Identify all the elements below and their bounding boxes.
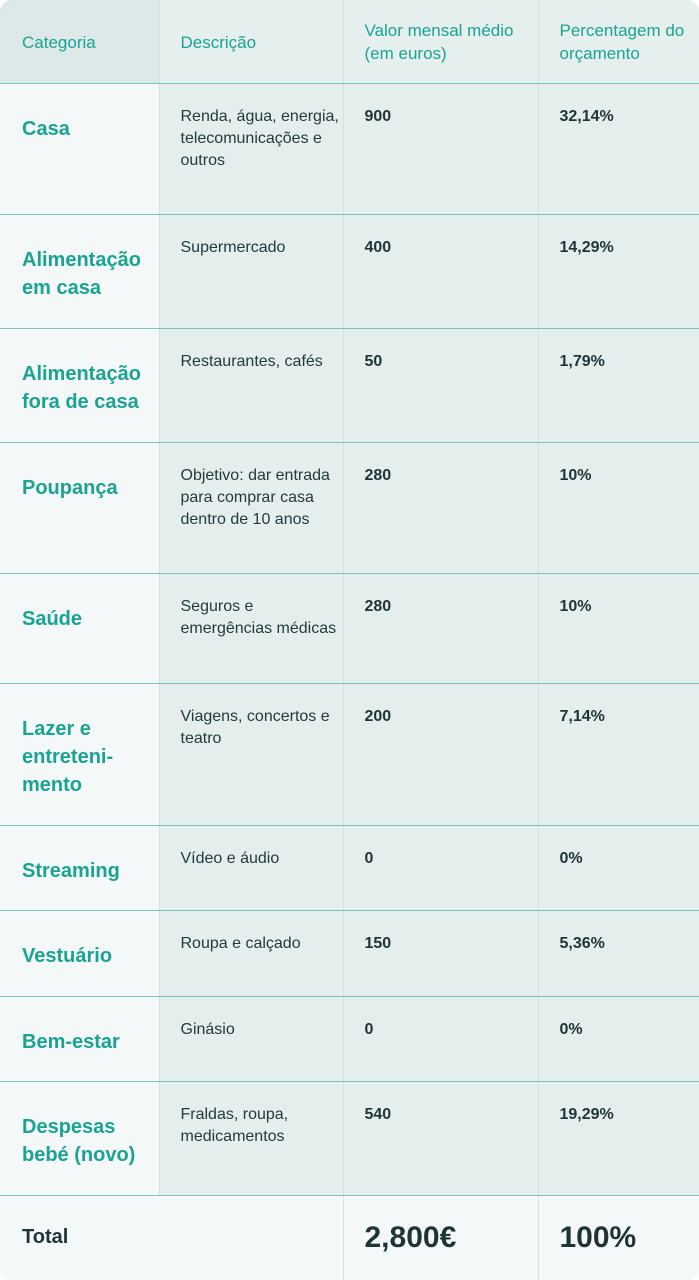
row-description: Seguros e emergências médicas: [159, 573, 343, 683]
row-value: 280: [343, 573, 538, 683]
row-category: Poupança: [0, 442, 159, 573]
header-percent: Percentagem do orçamento: [538, 0, 699, 83]
row-value: 540: [343, 1081, 538, 1195]
table-row: [0, 1081, 699, 1195]
table-header-row: [0, 0, 699, 83]
row-category: Casa: [0, 83, 159, 214]
row-percent: 1,79%: [538, 328, 699, 442]
row-percent: 14,29%: [538, 214, 699, 328]
table-row: [0, 328, 699, 442]
row-category: Vestuário: [0, 910, 159, 996]
row-description: Roupa e calçado: [159, 910, 343, 996]
table-row: [0, 996, 699, 1081]
total-percent: 100%: [538, 1195, 699, 1280]
row-description: Fraldas, roupa, medicamentos: [159, 1081, 343, 1195]
row-percent: 10%: [538, 442, 699, 573]
row-category: Saúde: [0, 573, 159, 683]
row-category: Bem-estar: [0, 996, 159, 1081]
row-value: 280: [343, 442, 538, 573]
table-row: [0, 83, 699, 214]
row-description: Supermercado: [159, 214, 343, 328]
row-value: 900: [343, 83, 538, 214]
row-description: Objetivo: dar entrada para comprar casa dentro de 10 anos: [159, 442, 343, 573]
row-category: Alimentação em casa: [0, 214, 159, 328]
row-value: 200: [343, 683, 538, 825]
total-label: Total: [0, 1195, 343, 1280]
row-percent: 10%: [538, 573, 699, 683]
header-value: Valor mensal médio (em euros): [343, 0, 538, 83]
row-percent: 19,29%: [538, 1081, 699, 1195]
table-row: [0, 214, 699, 328]
row-category: Alimentação fora de casa: [0, 328, 159, 442]
row-value: 400: [343, 214, 538, 328]
row-percent: 0%: [538, 825, 699, 910]
row-description: Restaurantes, cafés: [159, 328, 343, 442]
row-percent: 5,36%: [538, 910, 699, 996]
header-description: Descrição: [159, 0, 343, 83]
row-category: Lazer e entreteni-mento: [0, 683, 159, 825]
row-category: Streaming: [0, 825, 159, 910]
row-percent: 0%: [538, 996, 699, 1081]
row-description: Renda, água, energia, telecomunicações e outros: [159, 83, 343, 214]
row-percent: 7,14%: [538, 683, 699, 825]
row-value: 150: [343, 910, 538, 996]
total-row: [0, 1195, 699, 1280]
table-row: [0, 573, 699, 683]
table-row: [0, 825, 699, 910]
header-category: Categoria: [0, 0, 159, 83]
table-row: [0, 910, 699, 996]
row-description: Vídeo e áudio: [159, 825, 343, 910]
row-percent: 32,14%: [538, 83, 699, 214]
row-value: 50: [343, 328, 538, 442]
row-description: Viagens, concertos e teatro: [159, 683, 343, 825]
row-value: 0: [343, 825, 538, 910]
total-value: 2,800€: [343, 1195, 538, 1280]
table-row: [0, 442, 699, 573]
row-description: Ginásio: [159, 996, 343, 1081]
row-category: Despesas bebé (novo): [0, 1081, 159, 1195]
row-value: 0: [343, 996, 538, 1081]
table-row: [0, 683, 699, 825]
